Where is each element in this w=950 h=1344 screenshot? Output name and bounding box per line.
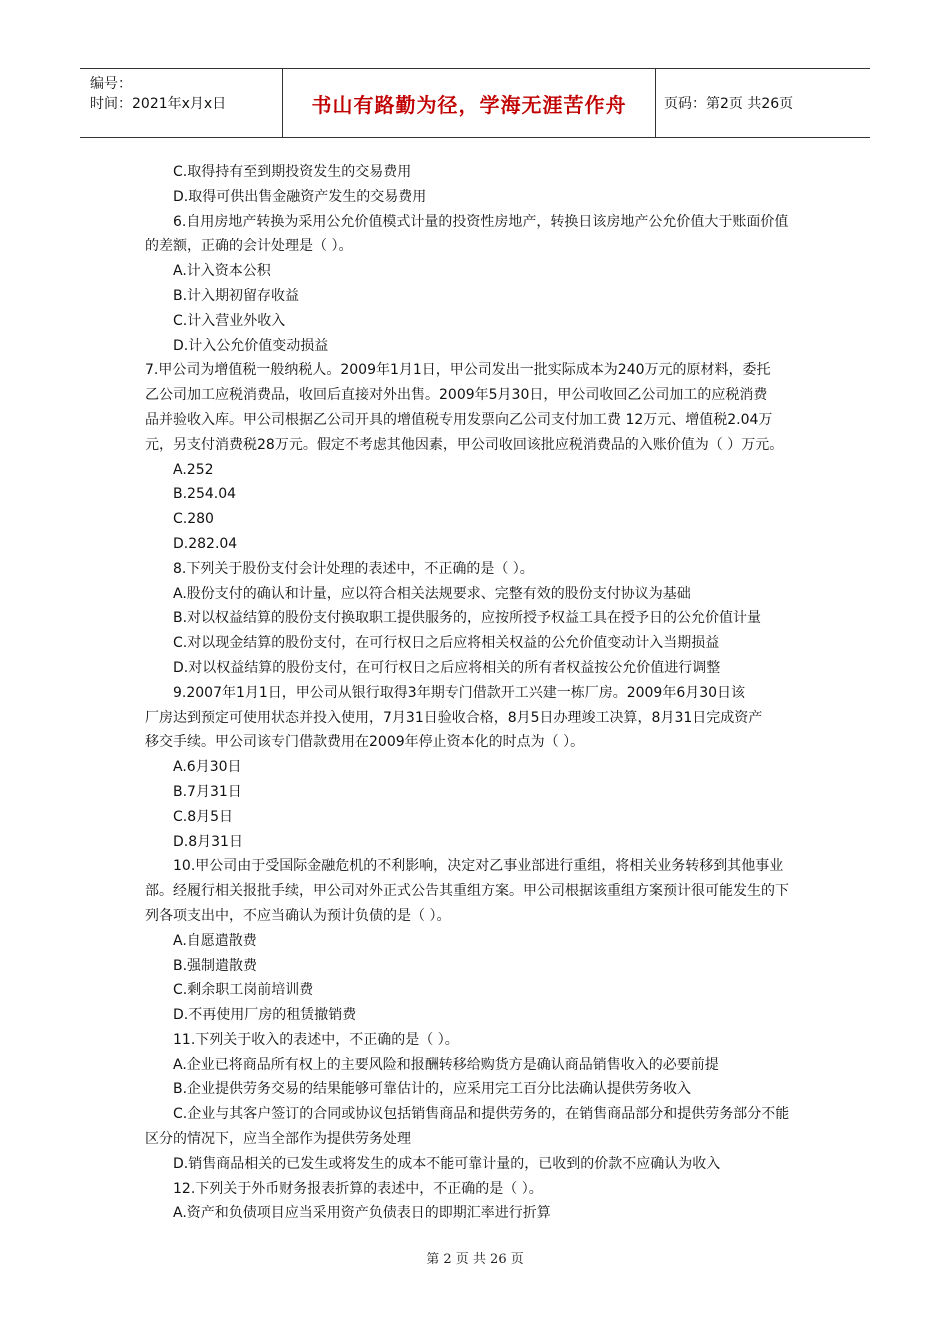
text-line: C.对以现金结算的股份支付，在可行权日之后应将相关权益的公允价值变动计入当期损益 <box>173 635 720 652</box>
text-line: 10.甲公司由于受国际金融危机的不利影响，决定对乙事业部进行重组，将相关业务转移到其他事业 <box>173 858 784 875</box>
text-line: D.取得可供出售金融资产发生的交易费用 <box>173 188 427 205</box>
text-line: A.自愿遣散费 <box>173 932 257 949</box>
document-body <box>145 160 810 1226</box>
text-line: B.计入期初留存收益 <box>173 287 300 304</box>
text-line: B.对以权益结算的股份支付换取职工提供服务的，应按所授予权益工具在授予日的公允价值计量 <box>173 610 762 627</box>
text-line: A.252 <box>173 461 214 478</box>
text-line: D.销售商品相关的已发生或将发生的成本不能可靠计量的，已收到的价款不应确认为收入 <box>173 1155 721 1172</box>
text-line: B.强制遣散费 <box>173 957 258 974</box>
page-footer: 第 2 页 共 26 页 <box>426 1252 524 1267</box>
text-line: C.剩余职工岗前培训费 <box>173 982 314 999</box>
text-line: D.8月31日 <box>173 833 243 850</box>
text-line: A.资产和负债项目应当采用资产负债表日的即期汇率进行折算 <box>173 1205 551 1222</box>
text-line: 区分的情况下，应当全部作为提供劳务处理 <box>145 1131 411 1148</box>
time-label: 时间：2021年x月x日 <box>90 96 227 112</box>
text-line: B.企业提供劳务交易的结果能够可靠估计的，应采用完工百分比法确认提供劳务收入 <box>173 1081 692 1098</box>
text-line: D.对以权益结算的股份支付，在可行权日之后应将相关的所有者权益按公允价值进行调整 <box>173 659 721 676</box>
page-header <box>80 68 870 138</box>
text-line: C.280 <box>173 511 214 528</box>
text-line: 元，另支付消费税28万元。假定不考虑其他因素，甲公司收回该批应税消费品的入账价值为（ ）万元。 <box>145 436 784 453</box>
header-page-cell <box>656 69 870 137</box>
text-line: D.282.04 <box>173 535 238 552</box>
text-line: 12.下列关于外币财务报表折算的表述中，不正确的是（ ）。 <box>173 1180 543 1197</box>
text-line: D.计入公允价值变动损益 <box>173 337 329 354</box>
text-line: 11.下列关于收入的表述中，不正确的是（ ）。 <box>173 1031 459 1048</box>
text-line: A.6月30日 <box>173 759 242 776</box>
number-label: 编号： <box>90 76 132 92</box>
text-line: B.7月31日 <box>173 783 242 800</box>
text-line: 部。经履行相关报批手续，甲公司对外正式公告其重组方案。甲公司根据该重组方案预计很可能发生的下 <box>145 883 789 900</box>
text-line: 乙公司加工应税消费品，收回后直接对外出售。2009年5月30日，甲公司收回乙公司加工的应税消费 <box>145 387 768 404</box>
text-line: C.计入营业外收入 <box>173 312 286 329</box>
text-line: A.计入资本公积 <box>173 263 271 280</box>
text-line: 的差额，正确的会计处理是（ ）。 <box>145 238 353 255</box>
text-line: C.企业与其客户签订的合同或协议包括销售商品和提供劳务的，在销售商品部分和提供劳务部分不能 <box>173 1106 790 1123</box>
header-info-cell <box>80 69 283 137</box>
text-line: 9.2007年1月1日，甲公司从银行取得3年期专门借款开工兴建一栋厂房。2009年6月30日该 <box>173 684 746 701</box>
text-line: C.8月5日 <box>173 808 234 825</box>
text-line: 移交手续。甲公司该专门借款费用在2009年停止资本化的时点为（ ）。 <box>145 734 585 751</box>
text-line: B.254.04 <box>173 486 237 503</box>
text-line: 厂房达到预定可使用状态并投入使用，7月31日验收合格，8月5日办理竣工决算，8月31日完成资产 <box>145 709 763 726</box>
text-line: A.股份支付的确认和计量，应以符合相关法规要求、完整有效的股份支付协议为基础 <box>173 585 691 602</box>
text-line: A.企业已将商品所有权上的主要风险和报酬转移给购货方是确认商品销售收入的必要前提 <box>173 1056 719 1073</box>
text-line: 7.甲公司为增值税一般纳税人。2009年1月1日，甲公司发出一批实际成本为240万元的原材料，委托 <box>145 362 771 379</box>
text-line: D.不再使用厂房的租赁撤销费 <box>173 1007 357 1024</box>
motto: 书山有路勤为径，学海无涯苦作舟 <box>311 93 627 117</box>
header-motto-cell <box>283 69 656 137</box>
text-line: C.取得持有至到期投资发生的交易费用 <box>173 164 412 180</box>
text-line: 8.下列关于股份支付会计处理的表述中，不正确的是（ ）。 <box>173 560 534 577</box>
text-line: 品并验收入库。甲公司根据乙公司开具的增值税专用发票向乙公司支付加工费 12万元、增值税2.04万 <box>145 411 773 428</box>
text-line: 列各项支出中，不应当确认为预计负债的是（ ）。 <box>145 907 451 924</box>
page-number: 页码：第2页 共26页 <box>664 96 794 112</box>
text-line: 6.自用房地产转换为采用公允价值模式计量的投资性房地产，转换日该房地产公允价值大于账面价值 <box>173 213 789 230</box>
